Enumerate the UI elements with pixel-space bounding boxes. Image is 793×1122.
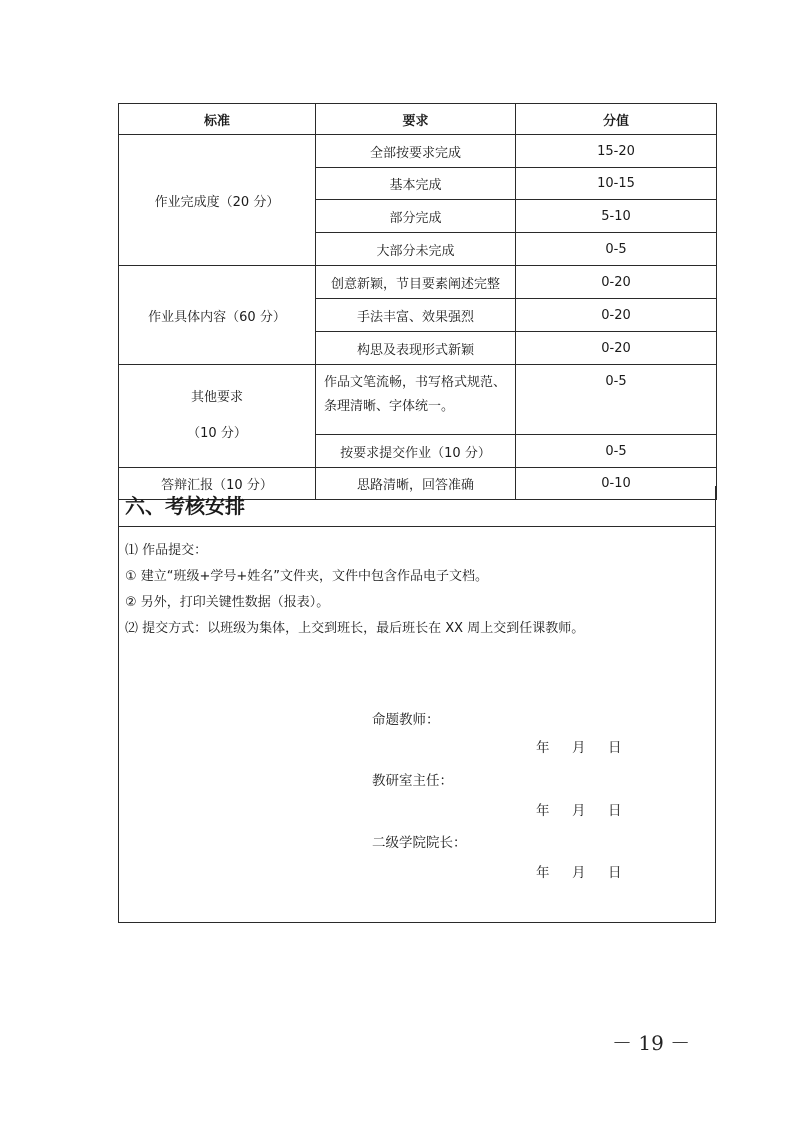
date-year: 年: [536, 865, 550, 881]
criterion-cell: [119, 365, 316, 468]
grading-table: [118, 103, 717, 500]
date-day: 日: [608, 865, 622, 881]
score-cell: 0-5: [516, 233, 717, 266]
requirement-cell: 思路清晰，回答准确: [316, 468, 516, 500]
criterion-line: 其他要求: [190, 390, 243, 405]
requirement-cell: 按要求提交作业（10 分）: [316, 435, 516, 468]
header-requirement: 要求: [316, 104, 516, 135]
date-month: 月: [572, 865, 586, 881]
signature-department-head: 教研室主任：: [372, 773, 453, 789]
score-cell: 0-10: [516, 468, 717, 500]
signature-date: [536, 736, 644, 756]
requirement-cell: 部分完成: [316, 200, 516, 233]
date-year: 年: [536, 740, 550, 756]
date-year: 年: [536, 803, 550, 819]
submission-method: ⑵ 提交方式：以班级为集体，上交到班长，最后班长在 XX 周上交到任课教师。: [125, 621, 585, 636]
submission-item-1: ① 建立“班级+学号+姓名”文件夹，文件中包含作品电子文档。: [125, 569, 489, 584]
requirement-cell: 手法丰富、效果强烈: [316, 299, 516, 332]
requirement-cell: 创意新颖，节目要素阐述完整: [316, 266, 516, 299]
requirement-cell: [316, 365, 516, 435]
section-title: 六、考核安排: [119, 486, 715, 527]
date-day: 日: [608, 740, 622, 756]
date-month: 月: [572, 740, 586, 756]
requirement-cell: 构思及表现形式新颖: [316, 332, 516, 365]
submission-heading: ⑴ 作品提交：: [125, 543, 208, 558]
table-row: [119, 365, 717, 435]
page-number: － 19 －: [612, 1031, 691, 1055]
criterion-line: （10 分）: [187, 426, 247, 441]
requirement-line: 作品文笔流畅，书写格式规范、: [324, 375, 507, 390]
requirement-line: 条理清晰、字体统一。: [324, 399, 455, 414]
assessment-section: [118, 486, 716, 923]
signature-date: [536, 799, 644, 819]
score-cell: 0-20: [516, 332, 717, 365]
score-cell: 15-20: [516, 135, 717, 168]
score-cell: 0-5: [516, 435, 717, 468]
requirement-cell: 基本完成: [316, 168, 516, 200]
criterion-cell: 作业具体内容（60 分）: [119, 266, 316, 365]
date-month: 月: [572, 803, 586, 819]
table-row: [119, 135, 717, 168]
signature-dean: 二级学院院长：: [372, 835, 467, 851]
score-cell: 5-10: [516, 200, 717, 233]
criterion-cell: 作业完成度（20 分）: [119, 135, 316, 266]
score-cell: 0-20: [516, 299, 717, 332]
table-row: [119, 266, 717, 299]
requirement-cell: 全部按要求完成: [316, 135, 516, 168]
date-day: 日: [608, 803, 622, 819]
submission-item-2: ② 另外，打印关键性数据（报表）。: [125, 595, 330, 610]
signature-date: [536, 861, 644, 881]
signature-question-setter: 命题教师：: [372, 712, 440, 728]
score-cell: 10-15: [516, 168, 717, 200]
header-score: 分值: [516, 104, 717, 135]
header-criterion: 标准: [119, 104, 316, 135]
score-cell: 0-5: [516, 365, 717, 435]
criterion-cell: 答辩汇报（10 分）: [119, 468, 316, 500]
score-cell: 0-20: [516, 266, 717, 299]
table-header-row: [119, 104, 717, 135]
requirement-cell: 大部分未完成: [316, 233, 516, 266]
